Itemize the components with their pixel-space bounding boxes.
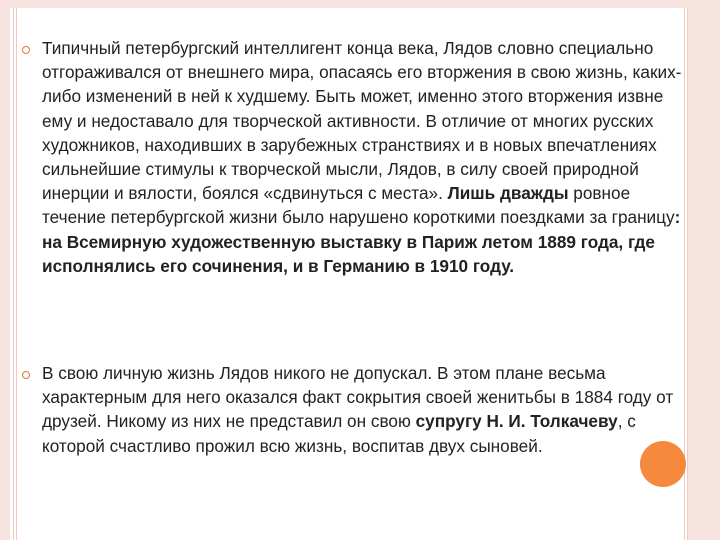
decorative-circle-icon (640, 441, 686, 487)
right-border-line (687, 8, 688, 540)
bold-text-segment: Лишь дважды (447, 183, 569, 204)
bold-text-segment: супругу Н. И. Толкачеву (415, 411, 618, 432)
left-border-line (16, 8, 17, 540)
text-segment: , с которой счастливо прожил всю жизнь, воспитав двух сыновей. (42, 411, 636, 456)
text-segment: ровное течение петербургской жизни было нарушено короткими поездками за границу (42, 183, 675, 228)
text-segment: Типичный петербургский интеллигент конца века, Лядов словно специально отгораживался от внешнего мира, опасаясь его вторжения в свою жизнь, каких-либо изменений в ней к худшему. Быть может, именно этого вторжения извне ему и недоставало для творческой активности. В отличие от многих русских художников, находивших в зарубежных странствиях и в новых впечатлениях сильнейшие стимулы к творческой мысли, Лядов, в силу своей природной инерции и вялости, боялся «сдвинуться с места». (42, 38, 682, 204)
paragraph-2 (42, 361, 682, 458)
bold-text-segment: : на Всемирную художественную выставку в Париж летом 1889 года, где исполнялись его сочинения, и в Германию в 1910 году. (42, 207, 681, 276)
circle-bullet-icon (22, 371, 30, 379)
circle-bullet-icon (22, 46, 30, 54)
text-segment: В свою личную жизнь Лядов никого не допускал. В этом плане весьма характерным для него оказался факт сокрытия своей женитьбы в 1884 году от друзей. Никому из них не представил он свою (42, 363, 674, 432)
left-border-line (13, 8, 14, 540)
paragraph-1 (42, 36, 682, 278)
